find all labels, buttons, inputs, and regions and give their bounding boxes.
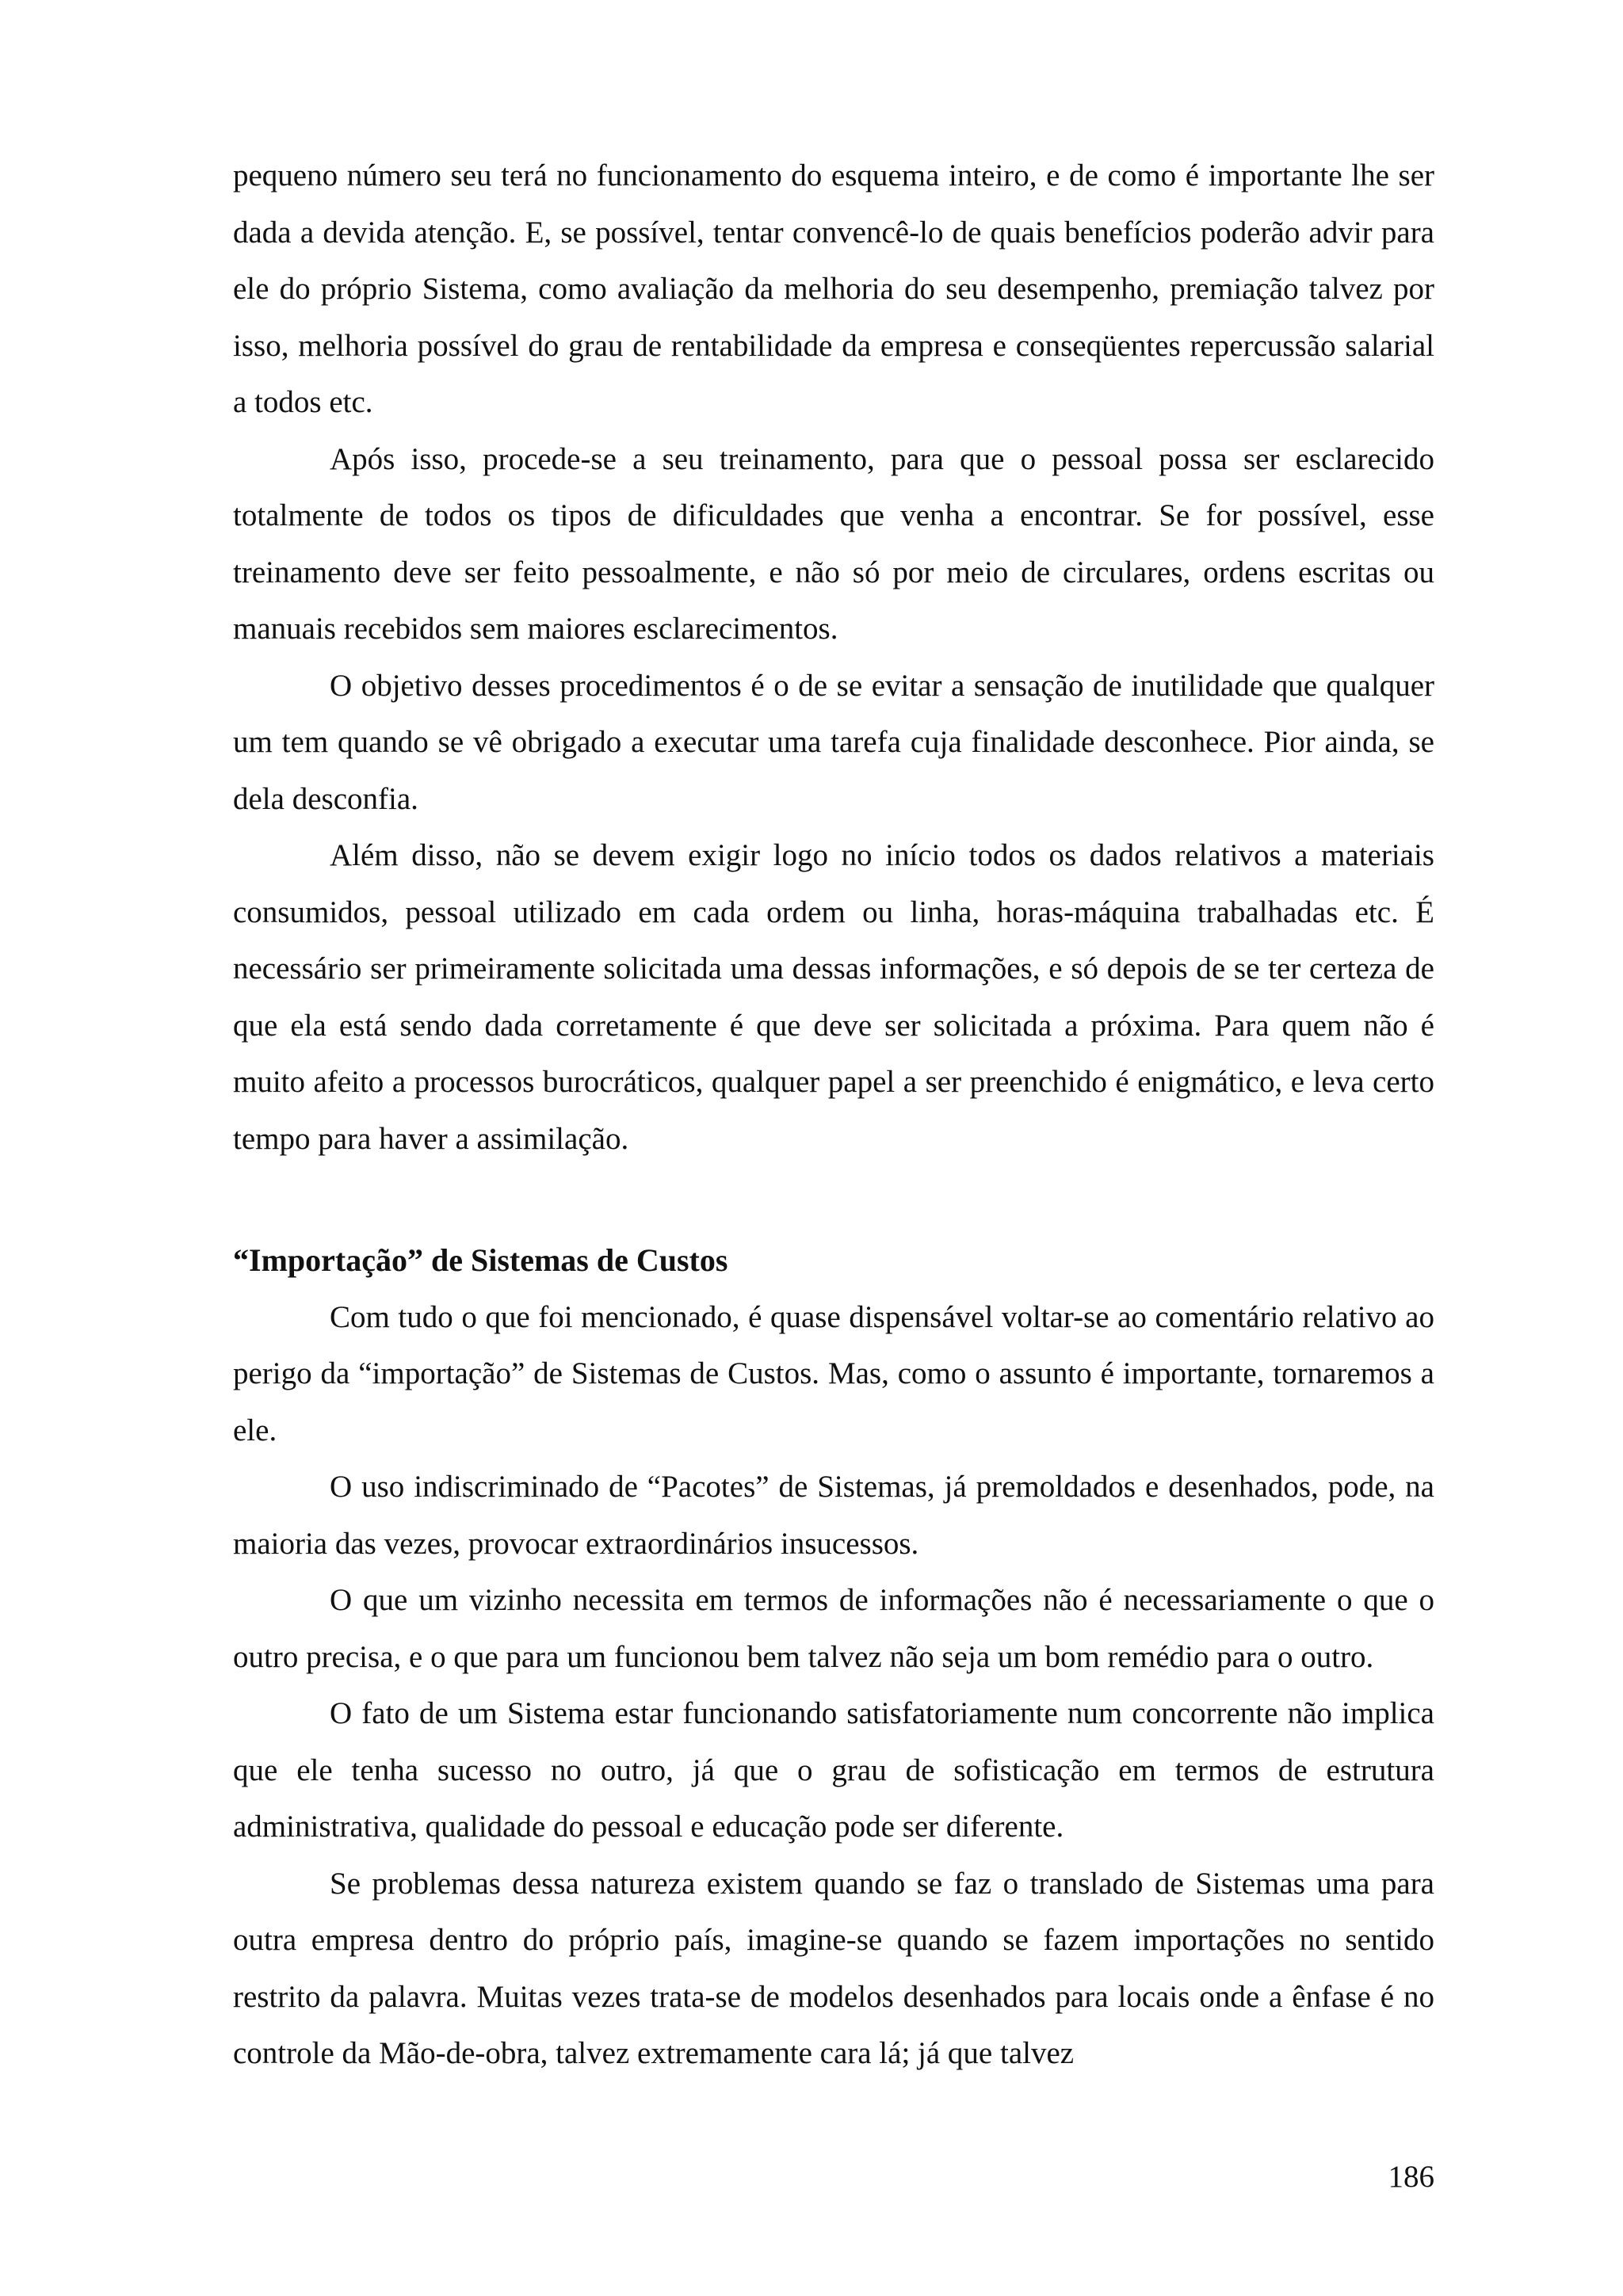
paragraph-objective: O objetivo desses procedimentos é o de se evitar a sensação de inutilidade que qualquer um tem quando se vê obrigado a executar uma tarefa cuja finalidade desconhece. Pior ainda, se dela desconfia.	[233, 668, 1434, 816]
paragraph-neighbor: O que um vizinho necessita em termos de informações não é necessariamente o que o outro precisa, e o que para um funcionou bem talvez não seja um bom remédio para o outro.	[233, 1583, 1434, 1674]
paragraph-continued: pequeno número seu terá no funcionamento do esquema inteiro, e de como é importante lhe ser dada a devida atenção. E, se possível, tentar convencê-lo de quais benefícios poderão advir para ele do próprio Sistema, como avaliação da melhoria do seu desempenho, premiação talvez por isso, melhoria possível do grau de rentabilidade da empresa e conseqüentes repercussão salarial a todos etc.	[233, 158, 1434, 419]
document-page	[233, 147, 1434, 2082]
paragraph-packages: O uso indiscriminado de “Pacotes” de Sistemas, já premoldados e desenhados, pode, na maioria das vezes, provocar extraordinários insucessos.	[233, 1470, 1434, 1561]
paragraph-training: Após isso, procede-se a seu treinamento, para que o pessoal possa ser esclarecido totalmente de todos os tipos de dificuldades que venha a encontrar. Se for possível, esse treinamento deve ser feito pessoalmente, e não só por meio de circulares, ordens escritas ou manuais recebidos sem maiores esclarecimentos.	[233, 441, 1434, 646]
paragraph-competitor: O fato de um Sistema estar funcionando satisfatoriamente num concorrente não implica que ele tenha sucesso no outro, já que o grau de sofisticação em termos de estrutura administrativa, qualidade do pessoal e educação pode ser diferente.	[233, 1696, 1434, 1844]
section-heading: “Importação” de Sistemas de Custos	[233, 1242, 728, 1278]
paragraph-import-intro: Com tudo o que foi mencionado, é quase dispensável voltar-se ao comentário relativo ao perigo da “importação” de Sistemas de Custos. Mas, como o assunto é importante, tornaremos a ele.	[233, 1299, 1434, 1447]
paragraph-data-collection: Além disso, não se devem exigir logo no início todos os dados relativos a materiais consumidos, pessoal utilizado em cada ordem ou linha, horas-máquina trabalhadas etc. É necessário ser primeiramente solicitada uma dessas informações, e só depois de se ter certeza de que ela está sendo dada corretamente é que deve ser solicitada a próxima. Para quem não é muito afeito a processos burocráticos, qualquer papel a ser preenchido é enigmático, e leva certo tempo para haver a assimilação.	[233, 838, 1434, 1156]
page-number: 186	[1388, 2160, 1434, 2194]
paragraph-translation: Se problemas dessa natureza existem quando se faz o translado de Sistemas uma para outra empresa dentro do próprio país, imagine-se quando se fazem importações no sentido restrito da palavra. Muitas vezes trata-se de modelos desenhados para locais onde a ênfase é no controle da Mão-de-obra, talvez extremamente cara lá; já que talvez	[233, 1866, 1434, 2070]
